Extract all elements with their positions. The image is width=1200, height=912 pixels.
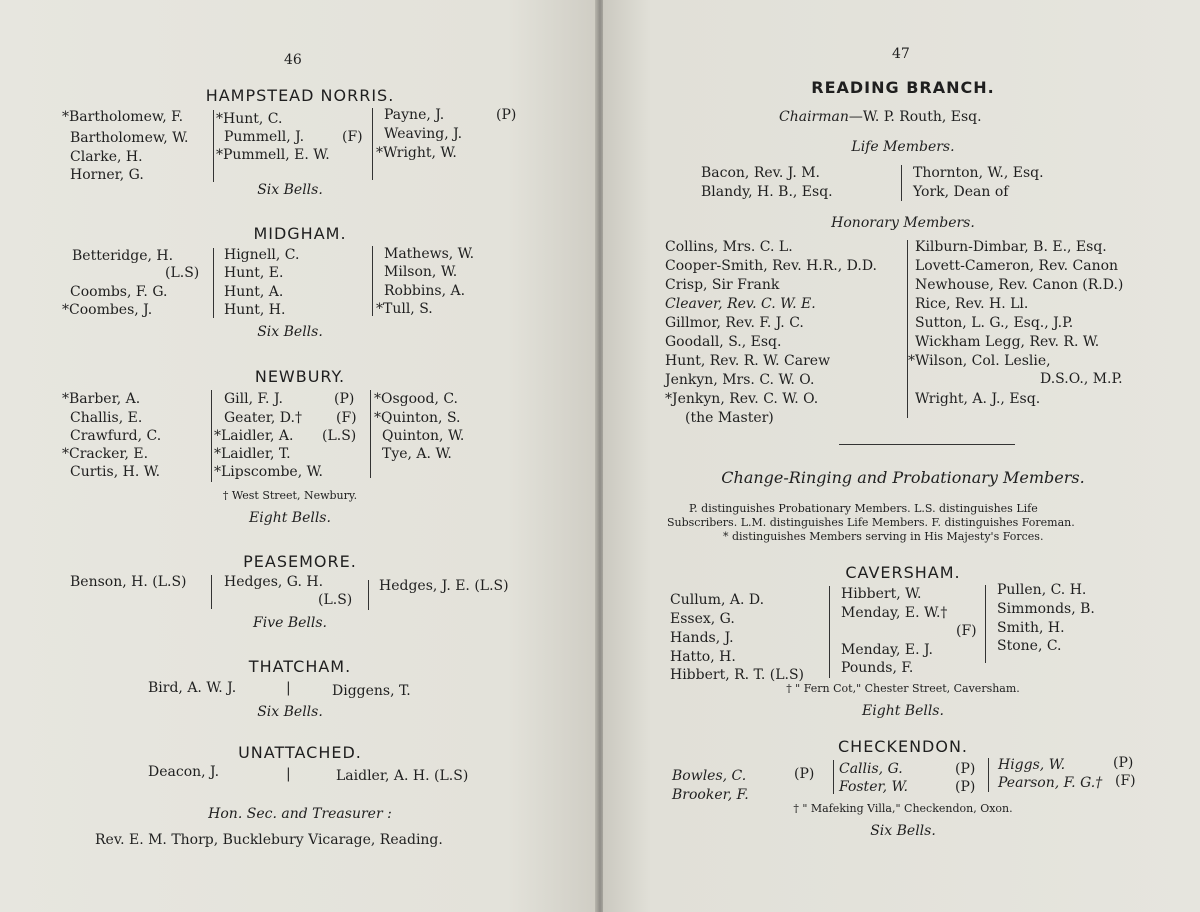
member-name: *Lipscombe, W. bbox=[214, 464, 324, 480]
member-name: York, Dean of bbox=[913, 184, 1009, 200]
member-name: Challis, E. bbox=[70, 410, 143, 426]
member-name: Cleaver, Rev. C. W. E. bbox=[665, 296, 816, 312]
member-name: *Hunt, C. bbox=[216, 111, 283, 127]
member-name: Coombs, F. G. bbox=[70, 284, 168, 300]
member-name: Bowles, C. bbox=[672, 768, 747, 784]
member-name: Bird, A. W. J. bbox=[148, 680, 237, 696]
section-divider bbox=[839, 444, 1015, 445]
bells-note: Six Bells. bbox=[257, 182, 323, 198]
member-name: *Barber, A. bbox=[62, 391, 141, 407]
member-mark: (F) bbox=[1115, 773, 1136, 789]
member-name: Crisp, Sir Frank bbox=[665, 277, 780, 293]
column-rule bbox=[988, 758, 989, 792]
section-title-hampstead-norris: HAMPSTEAD NORRIS. bbox=[205, 86, 395, 105]
member-name: Essex, G. bbox=[670, 611, 735, 627]
section-title-thatcham: THATCHAM. bbox=[248, 657, 352, 676]
member-name: Robbins, A. bbox=[384, 283, 466, 299]
page-number: 47 bbox=[892, 46, 910, 62]
section-title-caversham: CAVERSHAM. bbox=[845, 563, 961, 582]
member-name: Crawfurd, C. bbox=[70, 428, 162, 444]
member-mark: (P) bbox=[496, 107, 517, 123]
member-name: Cooper-Smith, Rev. H.R., D.D. bbox=[665, 258, 878, 274]
member-name: Jenkyn, Mrs. C. W. O. bbox=[665, 372, 815, 388]
member-name: *Wilson, Col. Leslie, bbox=[908, 353, 1051, 369]
member-name: Menday, E. J. bbox=[841, 642, 933, 658]
right-page bbox=[603, 0, 1200, 912]
member-name: Hedges, J. E. (L.S) bbox=[379, 578, 509, 594]
member-name: Thornton, W., Esq. bbox=[913, 165, 1044, 181]
bells-note: Five Bells. bbox=[253, 615, 327, 631]
member-name: Hunt, A. bbox=[224, 284, 284, 300]
column-rule bbox=[833, 760, 834, 794]
member-name: Rice, Rev. H. Ll. bbox=[915, 296, 1029, 312]
column-rule bbox=[213, 110, 214, 182]
member-mark: (P) bbox=[794, 766, 815, 782]
member-name: *Quinton, S. bbox=[374, 410, 461, 426]
member-mark: (P) bbox=[1113, 755, 1134, 771]
column-rule bbox=[370, 390, 371, 478]
member-name: Tye, A. W. bbox=[382, 446, 452, 462]
member-name: Foster, W. bbox=[839, 779, 908, 795]
member-name: Hedges, G. H. bbox=[224, 574, 324, 590]
legend-line: * distinguishes Members serving in His Majesty's Forces. bbox=[723, 530, 1044, 543]
member-name: Brooker, F. bbox=[672, 787, 749, 803]
member-name: Hignell, C. bbox=[224, 247, 300, 263]
column-rule bbox=[372, 246, 373, 316]
legend-line: P. distinguishes Probationary Members. L.S. distinguishes Life bbox=[689, 502, 1038, 515]
member-name: Payne, J. bbox=[384, 107, 445, 123]
member-name: *Bartholomew, F. bbox=[62, 109, 184, 125]
member-name: Stone, C. bbox=[997, 638, 1062, 654]
column-separator: | bbox=[286, 680, 291, 696]
member-name: Lovett-Cameron, Rev. Canon bbox=[915, 258, 1119, 274]
member-name: Newhouse, Rev. Canon (R.D.) bbox=[915, 277, 1124, 293]
member-name: *Coombes, J. bbox=[62, 302, 153, 318]
bells-note: Eight Bells. bbox=[249, 510, 331, 526]
member-name: Benson, H. (L.S) bbox=[70, 574, 187, 590]
member-name: *Laidler, T. bbox=[214, 446, 291, 462]
life-members-heading: Life Members. bbox=[851, 139, 955, 155]
member-name: Hibbert, R. T. (L.S) bbox=[670, 667, 804, 683]
column-rule bbox=[985, 585, 986, 663]
member-mark: (P) bbox=[334, 391, 355, 407]
member-name: Geater, D.† bbox=[224, 410, 302, 426]
member-name: Smith, H. bbox=[997, 620, 1065, 636]
member-name: Curtis, H. W. bbox=[70, 464, 161, 480]
member-name: Gillmor, Rev. F. J. C. bbox=[665, 315, 804, 331]
column-rule bbox=[211, 575, 212, 609]
member-name: Wright, A. J., Esq. bbox=[915, 391, 1041, 407]
column-rule bbox=[907, 240, 908, 418]
member-note: D.S.O., M.P. bbox=[1040, 371, 1123, 387]
chairman-label: Chairman bbox=[779, 109, 849, 125]
section-title-peasemore: PEASEMORE. bbox=[243, 552, 357, 571]
section-title-checkendon: CHECKENDON. bbox=[837, 737, 969, 756]
member-name: Hunt, H. bbox=[224, 302, 286, 318]
member-name: *Pummell, E. W. bbox=[216, 147, 330, 163]
member-name: Kilburn-Dimbar, B. E., Esq. bbox=[915, 239, 1107, 255]
member-name: *Cracker, E. bbox=[62, 446, 149, 462]
member-name: Menday, E. W.† bbox=[841, 605, 948, 621]
member-name: Betteridge, H. bbox=[72, 248, 174, 264]
member-name: Hibbert, W. bbox=[841, 586, 922, 602]
address-footnote: † West Street, Newbury. bbox=[222, 489, 358, 502]
change-ringing-heading: Change-Ringing and Probationary Members. bbox=[721, 468, 1085, 487]
branch-title: READING BRANCH. bbox=[811, 78, 995, 97]
member-name: Gill, F. J. bbox=[224, 391, 283, 407]
member-name: Hunt, E. bbox=[224, 265, 284, 281]
honorary-members-heading: Honorary Members. bbox=[831, 215, 975, 231]
column-rule bbox=[372, 108, 373, 180]
member-name: *Tull, S. bbox=[376, 301, 433, 317]
member-name: Quinton, W. bbox=[382, 428, 465, 444]
legend-line: Subscribers. L.M. distinguishes Life Members. F. distinguishes Foreman. bbox=[667, 516, 1075, 529]
member-name: Milson, W. bbox=[384, 264, 458, 280]
member-name: Callis, G. bbox=[839, 761, 903, 777]
member-name: Pearson, F. G.† bbox=[998, 775, 1103, 791]
member-name: Hunt, Rev. R. W. Carew bbox=[665, 353, 831, 369]
address-footnote: † " Fern Cot," Chester Street, Caversham. bbox=[786, 682, 1020, 695]
member-name: *Jenkyn, Rev. C. W. O. bbox=[665, 391, 819, 407]
member-mark: (L.S) bbox=[322, 428, 357, 444]
member-name: Wickham Legg, Rev. R. W. bbox=[915, 334, 1100, 350]
member-name: Diggens, T. bbox=[332, 683, 411, 699]
member-name: Pounds, F. bbox=[841, 660, 914, 676]
member-mark: (F) bbox=[956, 623, 977, 639]
member-name: Hatto, H. bbox=[670, 649, 736, 665]
member-name: Higgs, W. bbox=[998, 757, 1066, 773]
member-name: Pullen, C. H. bbox=[997, 582, 1087, 598]
column-rule bbox=[901, 165, 902, 201]
secretary-label: Hon. Sec. and Treasurer : bbox=[208, 806, 392, 822]
bells-note: Eight Bells. bbox=[862, 703, 944, 719]
member-name: Laidler, A. H. (L.S) bbox=[336, 768, 469, 784]
member-name: Deacon, J. bbox=[148, 764, 220, 780]
member-name: *Wright, W. bbox=[376, 145, 457, 161]
left-page bbox=[0, 0, 597, 912]
member-name: *Laidler, A. bbox=[214, 428, 294, 444]
member-name: Weaving, J. bbox=[384, 126, 463, 142]
section-title-unattached: UNATTACHED. bbox=[238, 743, 362, 762]
member-mark: (F) bbox=[336, 410, 357, 426]
member-name: Mathews, W. bbox=[384, 246, 475, 262]
member-note: (the Master) bbox=[685, 410, 774, 426]
column-rule bbox=[213, 248, 214, 318]
chairman-line bbox=[779, 108, 982, 126]
bells-note: Six Bells. bbox=[870, 823, 936, 839]
member-name: Bartholomew, W. bbox=[70, 130, 189, 146]
secretary-name: Rev. E. M. Thorp, Bucklebury Vicarage, Reading. bbox=[95, 832, 443, 848]
member-name: Horner, G. bbox=[70, 167, 144, 183]
section-title-newbury: NEWBURY. bbox=[254, 367, 346, 386]
chairman-name: —W. P. Routh, Esq. bbox=[848, 109, 982, 125]
member-name: Collins, Mrs. C. L. bbox=[665, 239, 793, 255]
column-rule bbox=[211, 390, 212, 482]
column-separator: | bbox=[286, 766, 291, 782]
member-name: Pummell, J. bbox=[224, 129, 305, 145]
member-name: Hands, J. bbox=[670, 630, 734, 646]
member-name: Clarke, H. bbox=[70, 149, 143, 165]
member-mark: (P) bbox=[955, 779, 976, 795]
member-mark: (L.S) bbox=[165, 265, 200, 281]
member-name: Bacon, Rev. J. M. bbox=[701, 165, 821, 181]
member-name: Blandy, H. B., Esq. bbox=[701, 184, 833, 200]
member-mark: (P) bbox=[955, 761, 976, 777]
section-title-midgham: MIDGHAM. bbox=[253, 224, 347, 243]
member-mark: (F) bbox=[342, 129, 363, 145]
column-rule bbox=[829, 586, 830, 678]
bells-note: Six Bells. bbox=[257, 704, 323, 720]
member-name: Cullum, A. D. bbox=[670, 592, 765, 608]
member-name: Goodall, S., Esq. bbox=[665, 334, 782, 350]
column-rule bbox=[368, 580, 369, 610]
address-footnote: † " Mafeking Villa," Checkendon, Oxon. bbox=[793, 802, 1013, 815]
member-name: *Osgood, C. bbox=[374, 391, 459, 407]
bells-note: Six Bells. bbox=[257, 324, 323, 340]
member-name: Simmonds, B. bbox=[997, 601, 1095, 617]
member-mark: (L.S) bbox=[318, 592, 353, 608]
page-number: 46 bbox=[284, 52, 302, 68]
member-name: Sutton, L. G., Esq., J.P. bbox=[915, 315, 1074, 331]
